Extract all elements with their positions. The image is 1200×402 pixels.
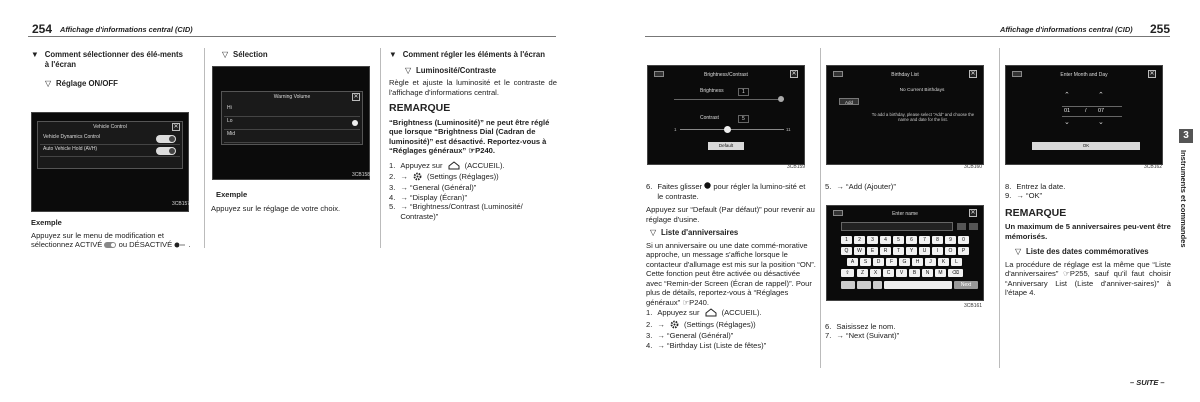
steps-list: [825, 322, 899, 341]
subheading: Réglage ON/OFF: [56, 79, 118, 89]
name-input[interactable]: [841, 222, 953, 231]
key[interactable]: W: [854, 247, 865, 255]
toggle-switch-icon[interactable]: [156, 147, 176, 155]
key[interactable]: 4: [880, 236, 891, 244]
key[interactable]: 8: [932, 236, 943, 244]
key[interactable]: Y: [906, 247, 917, 255]
brightness-value: 1: [738, 88, 749, 96]
step-item: [1005, 191, 1171, 200]
chevron-down-icon[interactable]: ⌄: [1098, 119, 1104, 126]
step-text-after: (ACCUEIL).: [464, 160, 505, 170]
step-number: 5.: [389, 202, 396, 212]
page-reference[interactable]: ☞P240.: [468, 146, 496, 156]
key[interactable]: M: [935, 269, 946, 277]
backspace-icon[interactable]: [957, 223, 966, 230]
key[interactable]: R: [880, 247, 891, 255]
screen-panel: [221, 91, 363, 145]
default-button[interactable]: Default: [708, 142, 744, 150]
screen-title: Birthday List: [891, 72, 919, 78]
figure-id: 3CB161: [964, 303, 983, 309]
contrast-slider[interactable]: [680, 129, 784, 130]
key[interactable]: D: [873, 258, 884, 266]
header-rule: [645, 36, 1170, 37]
key[interactable]: B: [909, 269, 920, 277]
symbol-key-icon[interactable]: ⌫: [948, 269, 963, 277]
figure-id: 3CB157: [172, 201, 191, 207]
close-icon[interactable]: ✕: [970, 71, 976, 77]
body-text-start: Appuyez sur le menu de modification et sélectionnez ACTIVÉ: [31, 231, 164, 250]
warning-volume-screen: [212, 66, 370, 180]
date-separator: /: [1085, 108, 1087, 114]
slider-handle-icon[interactable]: [778, 96, 784, 102]
body-text-end: .: [188, 240, 191, 250]
step-item: [646, 182, 816, 201]
step-number: 4.: [646, 340, 653, 350]
step-text: → “Next (Suivant)”: [836, 331, 900, 341]
key[interactable]: T: [893, 247, 904, 255]
key[interactable]: G: [899, 258, 910, 266]
key[interactable]: F: [886, 258, 897, 266]
screen-title: Brightness/Contrast: [704, 72, 748, 78]
page-number: 255: [1150, 22, 1171, 36]
date-picker[interactable]: [1062, 106, 1122, 117]
brightness-contrast-screen: [647, 65, 805, 165]
option-hi[interactable]: Hi: [224, 105, 360, 117]
step-item: [389, 161, 557, 172]
step-item: [646, 331, 816, 340]
vehicle-control-screen: [31, 112, 189, 212]
key[interactable]: E: [867, 247, 878, 255]
step-item: [646, 341, 816, 350]
step-number: 8.: [1005, 182, 1012, 191]
column-divider: [820, 48, 821, 368]
body-text: Appuyez sur le réglage de votre choix.: [211, 204, 341, 213]
step-text: → “Display (Écran)”: [400, 192, 468, 202]
step-item: [389, 193, 557, 202]
key[interactable]: 0: [958, 236, 969, 244]
step-item: [825, 322, 899, 331]
step-number: 4.: [389, 192, 396, 202]
step-number: 6.: [646, 182, 653, 191]
step-number: 9.: [1005, 191, 1012, 201]
body-text: La procédure de réglage est la même que “Liste d'anniversaires”: [1005, 259, 1171, 279]
key[interactable]: N: [922, 269, 933, 277]
screen-panel: [37, 121, 183, 169]
step-item: [389, 172, 557, 183]
key[interactable]: C: [883, 269, 894, 277]
gear-icon: [670, 320, 679, 331]
key[interactable]: A: [847, 258, 858, 266]
header-rule: [28, 36, 556, 37]
brightness-label: Brightness: [700, 88, 724, 94]
key[interactable]: Z: [857, 269, 868, 277]
section-heading: Comment sélectionner des élé-ments à l'écran: [44, 50, 183, 69]
column-divider: [380, 48, 381, 248]
subheading-marker: ▽: [405, 65, 411, 75]
close-icon[interactable]: ✕: [173, 124, 179, 130]
key[interactable]: U: [919, 247, 930, 255]
toggle-off-icon: [174, 241, 186, 250]
key[interactable]: 7: [919, 236, 930, 244]
chapter-title: Instruments et commandes: [1179, 150, 1188, 248]
remark-text: “Brightness (Luminosité)” ne peut être réglé que lorsque “Brightness Dial (Cadran de luminosité)” est désactivé. Reportez-vous à “Réglages généraux”: [389, 117, 550, 156]
close-icon[interactable]: ✕: [970, 210, 976, 216]
step-text-after: pour régler la lumino-sité et le contraste.: [657, 182, 806, 201]
next-key[interactable]: Next: [954, 281, 978, 289]
right-col3: [1005, 182, 1171, 298]
subheading-marker: ▽: [1015, 247, 1021, 257]
option-lo[interactable]: Lo: [224, 118, 360, 130]
caption: Exemple: [216, 190, 248, 199]
space-key[interactable]: [884, 281, 952, 289]
slider-min: 1: [674, 127, 677, 132]
key[interactable]: V: [896, 269, 907, 277]
close-icon[interactable]: ✕: [1149, 71, 1155, 77]
caption: Exemple: [31, 218, 62, 227]
step-text: → “Birthday List (Liste de fêtes)”: [657, 340, 767, 350]
brightness-slider[interactable]: [674, 99, 784, 100]
step-item: [389, 202, 557, 221]
empty-message: No Current Birthdays: [899, 88, 945, 93]
globe-key-icon[interactable]: [873, 281, 882, 289]
figure-id: 3CB160: [964, 164, 983, 170]
subheading-marker: ▽: [650, 228, 656, 238]
key[interactable]: K: [938, 258, 949, 266]
key[interactable]: S: [860, 258, 871, 266]
screen-title: Warning Volume: [273, 94, 311, 100]
left-col3: [389, 50, 557, 221]
enter-name-keyboard-screen: [826, 205, 984, 301]
page-reference[interactable]: ☞P240.: [682, 297, 709, 307]
step-text: → “OK”: [1016, 191, 1043, 201]
key[interactable]: L: [951, 258, 962, 266]
key[interactable]: J: [925, 258, 936, 266]
help-message: To add a birthday, please select “Add” and choose the name and date for the list.: [871, 112, 975, 123]
step-number: 7.: [825, 331, 832, 341]
body-text: Si un anniversaire ou une date commé-morative approche, un message s'affiche lorsque le contacteur d'allumage est mis sur la position “ON”. Cette fonction peut être activée ou désactivée avec “Remin-der Screen (Écran de rappel)”. Pour plus de détails, reportez-vous à “Réglages généraux”: [646, 240, 816, 307]
left-col2-heading: [222, 50, 268, 60]
body-text: Règle et ajuste la luminosité et le contraste de l'affichage d'informations central.: [389, 78, 557, 97]
subheading-marker: ▽: [45, 79, 51, 89]
gear-icon: [413, 172, 422, 183]
key[interactable]: 3: [867, 236, 878, 244]
subheading: Luminosité/Contraste: [416, 65, 497, 75]
step-number: 3.: [389, 183, 396, 193]
step-number: 3.: [646, 331, 653, 341]
delete-icon[interactable]: [969, 223, 978, 230]
subheading-marker: ▽: [222, 50, 228, 59]
left-col1: [31, 50, 201, 89]
close-icon[interactable]: ✕: [791, 71, 797, 77]
subheading: Sélection: [233, 50, 268, 59]
chevron-down-icon[interactable]: ⌄: [1064, 119, 1070, 126]
steps-list: [646, 308, 816, 350]
step-item: [1005, 182, 1171, 191]
step-text-after: (ACCUEIL).: [721, 308, 762, 318]
option-mid[interactable]: Mid: [224, 131, 360, 143]
step-text: → “Add (Ajouter)”: [836, 182, 896, 191]
key[interactable]: X: [870, 269, 881, 277]
step-number: 2.: [646, 319, 653, 329]
contrast-value: 5: [738, 115, 749, 123]
figure-id: 3CB158: [352, 172, 371, 178]
continued-footer: – SUITE –: [1130, 378, 1165, 387]
key[interactable]: 2: [854, 236, 865, 244]
step-text: → “Brightness/Contrast (Luminosité/ Contraste)”: [400, 202, 523, 221]
key[interactable]: I: [932, 247, 943, 255]
enter-date-screen: [1005, 65, 1163, 165]
chevron-up-icon[interactable]: ⌃: [1098, 92, 1104, 99]
step-text: Appuyez sur: [657, 308, 700, 318]
step-text: Entrez la date.: [1016, 182, 1066, 191]
slider-max: 11: [786, 127, 791, 132]
subheading: Liste d'anniversaires: [661, 228, 739, 238]
shift-key-icon[interactable]: ⇧: [841, 269, 854, 277]
column-divider: [999, 48, 1000, 368]
chapter-tab: 3: [1179, 129, 1193, 143]
key[interactable]: H: [912, 258, 923, 266]
ok-button[interactable]: OK: [1032, 142, 1140, 150]
screen-title: Enter Month and Day: [1060, 72, 1108, 78]
steps-list: [389, 161, 557, 222]
slider-knob-icon: [704, 182, 711, 191]
screen-row[interactable]: Vehicle Dynamics Control: [40, 134, 180, 145]
step-text-after: (Settings (Réglages)): [683, 319, 756, 329]
screen-title: Vehicle Control: [93, 124, 127, 130]
remark-text: Un maximum de 5 anniversaires peu-vent être mémorisés.: [1005, 222, 1171, 241]
mode-key[interactable]: [857, 281, 871, 289]
birthday-list-screen: [826, 65, 984, 165]
step-item: [825, 331, 899, 340]
key[interactable]: 1: [841, 236, 852, 244]
day-value[interactable]: 07: [1098, 108, 1105, 114]
step-number: 5.: [825, 182, 832, 191]
step-item: [646, 308, 816, 319]
step-text: Saisissez le nom.: [836, 322, 896, 331]
step-text: →: [657, 319, 665, 329]
mode-key[interactable]: [841, 281, 855, 289]
add-button[interactable]: Add: [839, 98, 859, 105]
section-heading: Comment régler les éléments à l'écran: [402, 50, 545, 59]
key[interactable]: P: [958, 247, 969, 255]
step-item: [646, 320, 816, 331]
right-col1: [646, 182, 816, 350]
step-text: Appuyez sur: [400, 160, 443, 170]
figure-id: 3CB162: [1144, 164, 1163, 170]
column-divider: [204, 48, 205, 248]
remark-title: REMARQUE: [1005, 206, 1067, 219]
key[interactable]: Q: [841, 247, 852, 255]
body-text-mid: ou DÉSACTIVÉ: [118, 240, 173, 250]
body-text: Appuyez sur “Default (Par défaut)” pour revenir au réglage d'usine.: [646, 205, 815, 224]
month-value[interactable]: 01: [1064, 108, 1071, 114]
page-reference[interactable]: ☞P255,: [1063, 269, 1090, 279]
step-number: 6.: [825, 322, 832, 331]
figure-id: 3CB159: [787, 164, 806, 170]
step-number: 1.: [646, 308, 653, 318]
step-text: Faites glisser: [657, 182, 703, 191]
step-number: 2.: [389, 171, 396, 181]
page-number: 254: [32, 22, 53, 36]
header-title: Affichage d'informations central (CID): [60, 25, 193, 34]
contrast-label: Contrast: [700, 115, 719, 121]
key[interactable]: 5: [893, 236, 904, 244]
step-item: [389, 183, 557, 192]
step-text: →: [400, 171, 408, 181]
step-text: → “General (Général)”: [657, 331, 734, 341]
step-item: [825, 182, 896, 191]
screen-row[interactable]: Auto Vehicle Hold (AVH): [40, 146, 180, 157]
toggle-on-icon: [104, 241, 116, 250]
remark-title: REMARQUE: [389, 102, 451, 115]
step-number: 1.: [389, 160, 396, 170]
close-icon[interactable]: ✕: [353, 94, 359, 100]
slider-handle-icon[interactable]: [724, 126, 731, 133]
home-icon: [705, 308, 717, 319]
toggle-switch-icon[interactable]: [156, 135, 176, 143]
home-icon: [448, 161, 460, 172]
screen-title: Enter name: [892, 211, 918, 217]
step-text-after: (Settings (Réglages)): [426, 171, 499, 181]
header-title: Affichage d'informations central (CID): [1000, 25, 1133, 34]
chevron-up-icon[interactable]: ⌃: [1064, 92, 1070, 99]
subheading: Liste des dates commémoratives: [1026, 247, 1149, 257]
body-text: [31, 231, 201, 250]
key[interactable]: 9: [945, 236, 956, 244]
heading-marker: ▼: [31, 50, 39, 59]
step-text: → “General (Général)”: [400, 183, 477, 193]
key[interactable]: 6: [906, 236, 917, 244]
body-text-end: sauf qu'il faut choisir “Anniversary List (Liste d'anniver-saires)” à l'étape 4.: [1005, 269, 1171, 298]
key[interactable]: O: [945, 247, 956, 255]
heading-marker: ▼: [389, 50, 397, 59]
radio-selected-icon[interactable]: [352, 120, 358, 126]
